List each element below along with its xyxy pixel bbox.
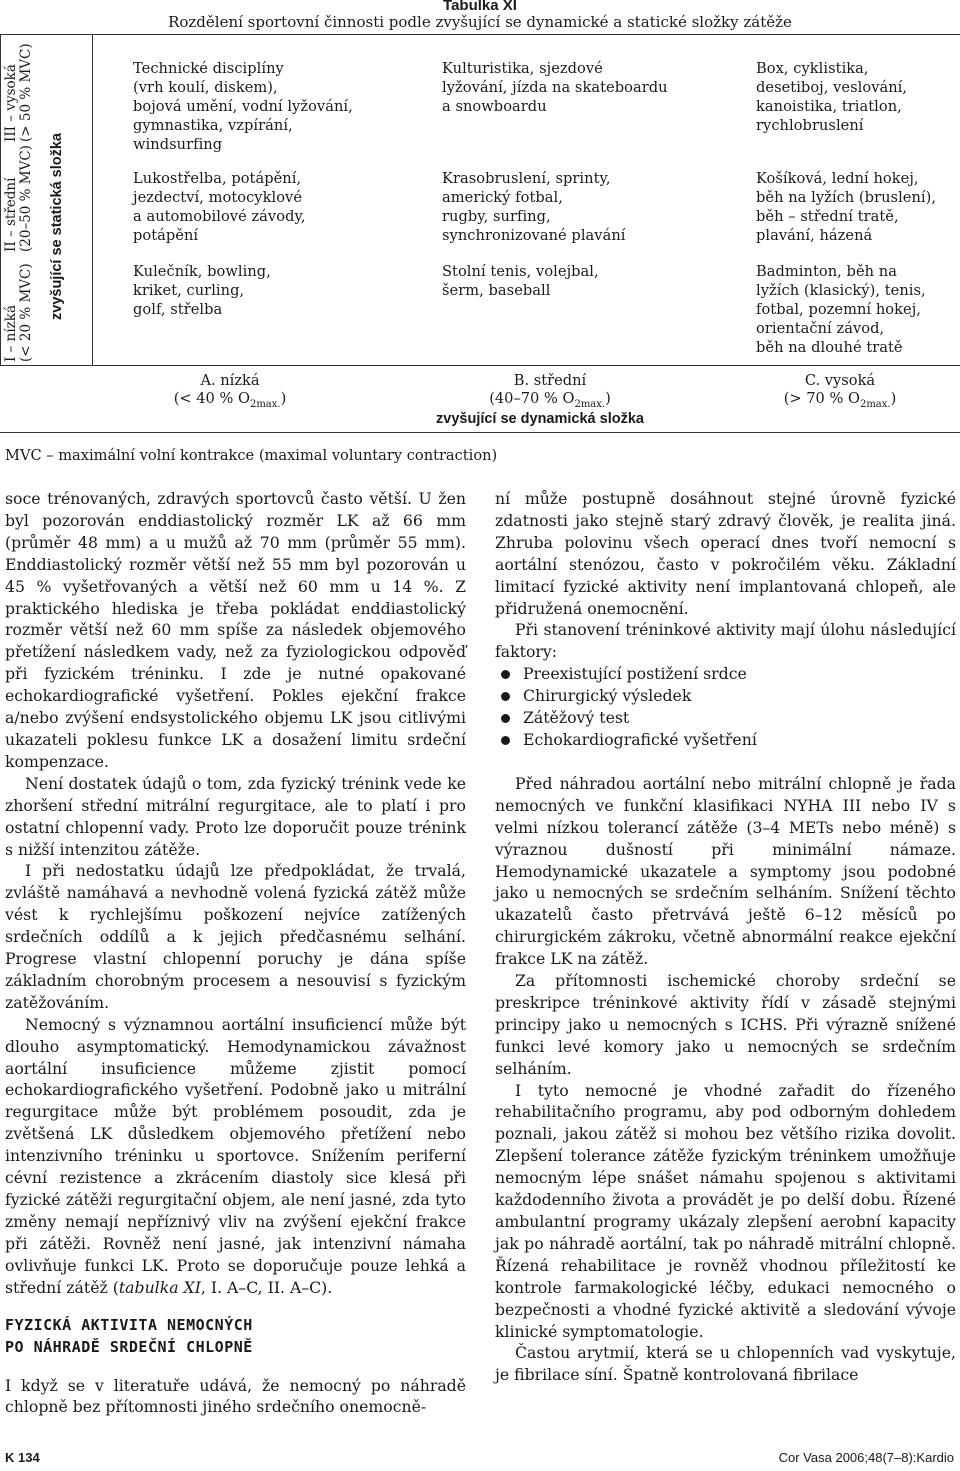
left-column <box>5 488 466 1418</box>
factor-list <box>495 663 956 751</box>
paragraph: Není dostatek údajů o tom, zda fyzický trénink vede ke zhoršení střední mitrální regurgitace, ale to platí i pro ostatní chlopenní vady. Proto lze doporučit pouze trénink s nižší intenzitou zátěže. <box>5 773 466 859</box>
cell-medium-high: Košíková, lední hokej, běh na lyžích (bruslení), běh – střední tratě, plavání, házená <box>756 170 937 244</box>
right-column <box>495 488 956 1386</box>
list-item: Zátěžový test <box>501 707 956 729</box>
cell-medium-low: Lukostřelba, potápění, jezdectví, motocyklové a automobilové závody, potápění <box>133 170 306 244</box>
list-item: Echokardiografické vyšetření <box>501 729 956 751</box>
list-item: Preexistující postižení srdce <box>501 663 956 685</box>
col-label-medium: B. střední (40–70 % $O_{2max.}$) <box>489 372 611 410</box>
table-title: Rozdělení sportovní činnosti podle zvyšující se dynamické a statické složky zátěže <box>168 13 792 31</box>
paragraph: Nemocný s významnou aortální insuficiencí může být dlouho asymptomatický. Hemodynamickou závažnost aortální insuficience můžeme zjistit pomocí echokardiografického vyšetření. Podobně jako u mitrální regurgitace může být problémem posoudit, zda je zvětšená LK důsledkem objemového přetížení nebo intenzivního tréninku u sportovce. Snížením periferní cévní rezistence a zkrácením diastoly sice klesá při fyzické zátěži regurgitační objem, ale není jasné, zda tyto změny nemají nepříznivý vliv na zvýšení ejekční frakce při zátěži. Rovněž není jasné, jak intenzivní námaha ovlivňuje funkci LK. Proto se doporučuje pouze lehká a střední zátěž (tabulka XI, I. A–C, II. A–C). <box>5 1014 466 1297</box>
bullet-icon <box>501 714 510 723</box>
paragraph: Před náhradou aortální nebo mitrální chlopně je řada nemocných ve funkční klasifikaci NYHA III nebo IV s velmi nízkou tolerancí zátěže (3–4 METs nebo méně) s výraznou dušností při minimální námaze. Hemodynamické ukazatele a symptomy jsou podobné jako u nemocných se srdečním selháním. Snížení těchto ukazatelů často přetrvává ještě 6–12 měsíců po chirurgickém zákroku, včetně abnormální reakce ejekční frakce LK na zátěž. <box>495 773 956 969</box>
cell-high-high: Box, cyklistika, desetiboj, veslování, kanoistika, triatlon, rychlobruslení <box>756 60 908 134</box>
cell-medium-medium: Krasobruslení, sprinty, americký fotbal, rugby, surfing, synchronizované plavání <box>442 170 626 244</box>
section-heading: FYZICKÁ AKTIVITA NEMOCNÝCH PO NÁHRADĚ SRDEČNÍ CHLOPNĚ <box>5 1315 253 1356</box>
row-label-low: I – nízká (< 20 % MVC) <box>3 263 34 362</box>
row-label-medium: II – střední (20–50 % MVC) <box>3 145 34 252</box>
cell-high-medium: Kulturistika, sjezdové lyžování, jízda na skateboardu a snowboardu <box>442 60 668 115</box>
paragraph: I když se v literatuře udává, že nemocný po náhradě chlopně bez přítomnosti jiného srdečního onemocně- <box>5 1375 466 1417</box>
dynamic-axis-label: zvyšující se dynamická složka <box>436 411 644 427</box>
bullet-icon <box>501 736 510 745</box>
table-reference: tabulka XI <box>118 1277 201 1297</box>
paragraph: Za přítomnosti ischemické choroby srdeční se preskripce tréninkové aktivity řídí v zásadě stejnými principy jako u nemocných s ICHS. Při výrazně snížené funkci levé komory jako u nemocných se srdečním selháním. <box>495 971 956 1078</box>
col-label-high: C. vysoká (> 70 % $O_{2max.}$) <box>783 372 897 410</box>
paragraph: I tyto nemocné je vhodné zařadit do řízeného rehabilitačního programu, aby pod odborným dohledem poznali, jakou zátěž si mohou bez většího rizika dovolit. Zlepšení tolerance zátěže fyzickým tréninkem umožňuje nemocným lépe snášet námahu spojenou s aktivitami každodenního života a provádět je po delší dobu. Řízené ambulantní programy ukázaly zlepšení aerobní kapacity jak po náhradě aortální, tak po náhradě mitrální chlopně. Řízená rehabilitace je rovněž vhodnou příležitostí ke kontrole farmakologické léčby, edukaci nemocného o bezpečnosti a vhodné fyzické aktivitě a sledování vývoje klinické symptomatologie. <box>495 1080 956 1341</box>
list-item: Chirurgický výsledek <box>501 685 956 707</box>
table-footnote: MVC – maximální volní kontrakce (maximal voluntary contraction) <box>5 447 498 464</box>
paragraph: I při nedostatku údajů lze předpokládat, že trvalá, zvláště namáhavá a nevhodně volená fyzická zátěž může vést k rychlejšímu poškození nejvíce zatížených srdečních oddílů a k jejich předčasnému selhání. Progrese vlastní chlopenní poruchy je dána spíše základním chorobným procesem a nesouvisí s fyzickým zatěžováním. <box>5 861 466 1012</box>
paragraph: soce trénovaných, zdravých sportovců často větší. U žen byl pozorován enddiastolický rozměr LK až 66 mm (průměr 48 mm) a u mužů až 70 mm (průměr 55 mm). Enddiastolický rozměr větší než 55 mm byl pozorován u 45 % vyšetřovaných a větší než 60 mm u 14 %. Z praktického hlediska je třeba pokládat enddiastolický rozměr větší než 60 mm spíše za následek objemového přetížení následkem vady, než za fyziologickou odpověď při fyzickém tréninku. I zde je nutné opakované echokardiografické vyšetření. Pokles ejekční frakce a/nebo zvýšení endsystolického objemu LK jsou citlivými ukazateli poklesu funkce LK a dosažení limitu srdeční kompenzace. <box>5 489 466 771</box>
row-label-high: III – vysoká (> 50 % MVC) <box>3 43 34 142</box>
journal-citation: Cor Vasa 2006;48(7–8):Kardio <box>778 1450 954 1465</box>
page-number: K 134 <box>5 1450 40 1465</box>
paragraph: Při stanovení tréninkové aktivity mají úlohu následující faktory: <box>495 620 956 662</box>
col-label-low: A. nízká (< 40 % $O_{2max.}$) <box>173 372 287 410</box>
table-caption: Tabulka XI <box>443 0 517 14</box>
cell-low-high: Badminton, běh na lyžích (klasický), tenis, fotbal, pozemní hokej, orientační závod, běh na dlouhé tratě <box>756 263 926 356</box>
paragraph: Častou arytmií, která se u chlopenních vad vyskytuje, je fibrilace síní. Špatně kontrolovaná fibrilace <box>495 1343 956 1385</box>
static-axis-label: zvyšující se statická složka <box>49 133 65 320</box>
bullet-icon <box>501 692 510 701</box>
cell-high-low: Technické disciplíny (vrh koulí, diskem), bojová umění, vodní lyžování, gymnastika, vzpírání, windsurfing <box>133 60 353 153</box>
paragraph: ní může postupně dosáhnout stejné úrovně fyzické zdatnosti jako stejně starý zdravý člověk, je realita jiná. Zhruba polovinu všech operací dnes tvoří nemocní s aortální stenózou, často v pokročilém věku. Základní limitací fyzické aktivity není implantovaná chlopeň, ale přidružená onemocnění. <box>495 489 956 618</box>
cell-low-medium: Stolní tenis, volejbal, šerm, baseball <box>442 263 599 299</box>
cell-low-low: Kulečník, bowling, kriket, curling, golf, střelba <box>133 263 271 318</box>
bullet-icon <box>501 670 510 679</box>
